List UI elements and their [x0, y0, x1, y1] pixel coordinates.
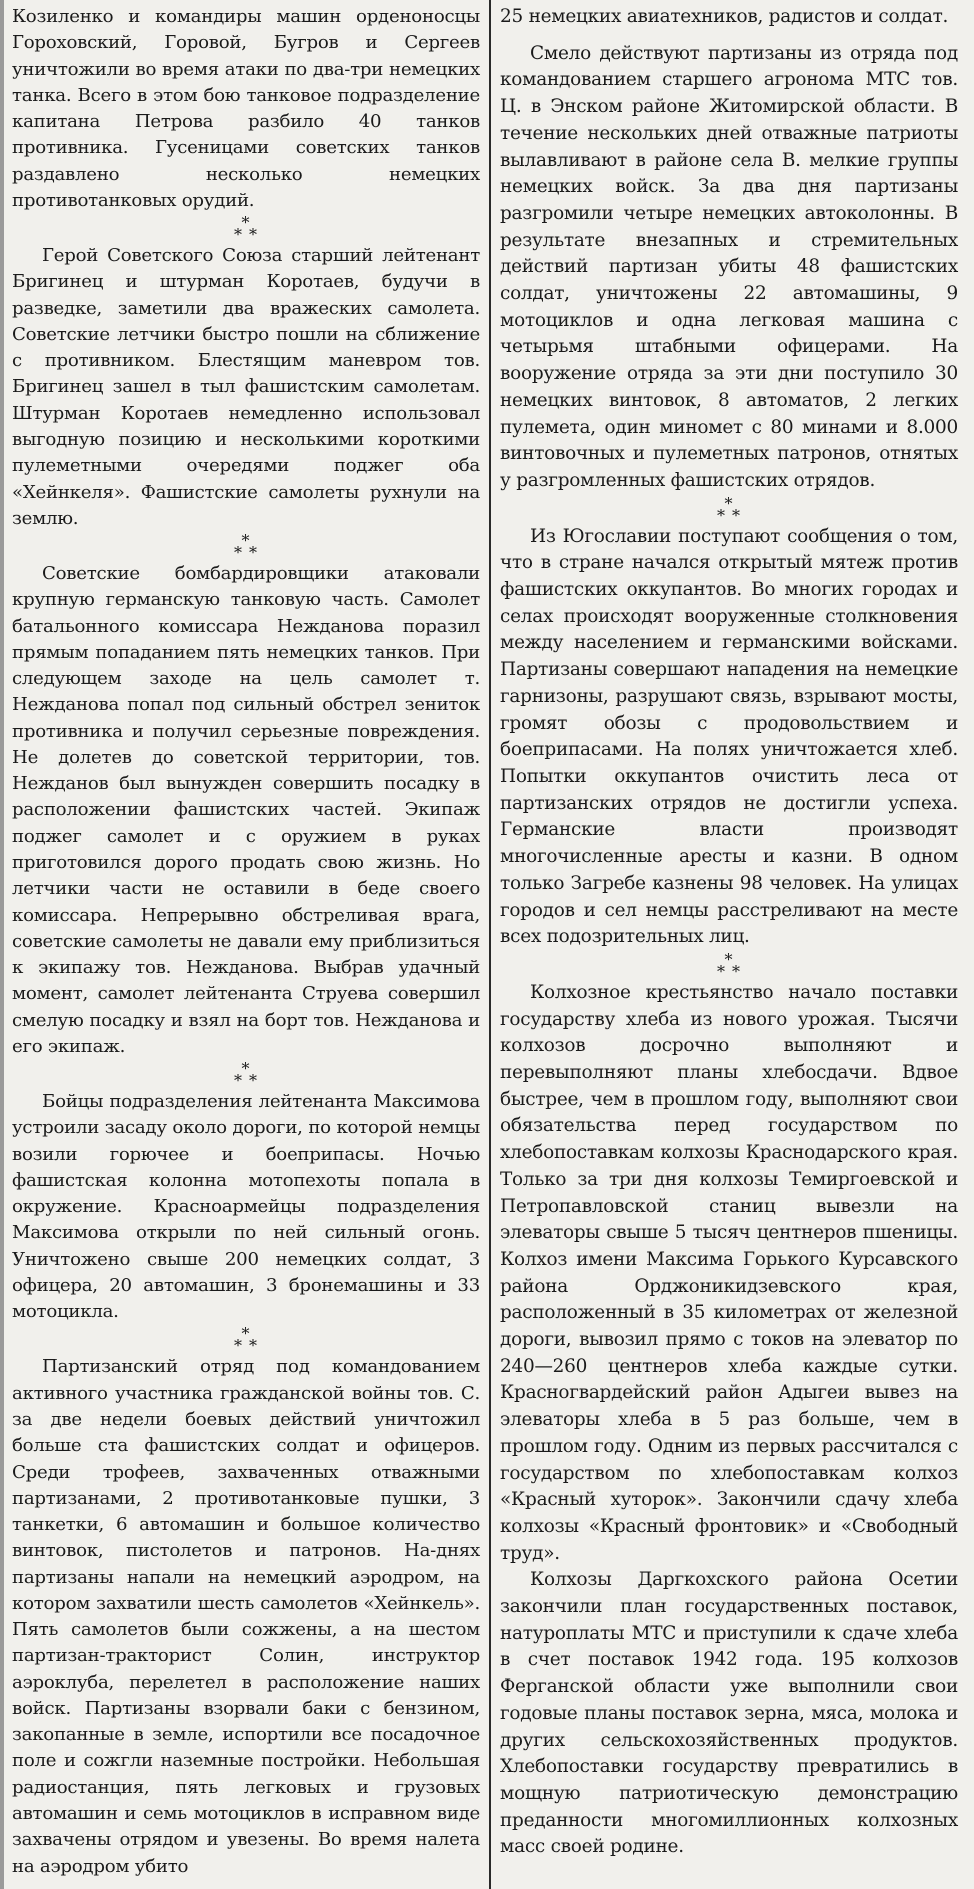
- separator-star: *: [249, 1071, 259, 1091]
- separator-star: *: [241, 531, 251, 551]
- article-paragraph: Бойцы подразделения лейтенанта Максимова устроили засаду около дороги, по которой немцы возили горючее и боеприпасы. Ночью фашистская колонна мотопехоты попала в окружение. Красноармейцы подразделения Максимова открыли по ней сильный огонь. Уничтожено свыше 200 немецких солдат, 3 офицера, 20 автомашин, 3 бронемашины и 33 мотоцикла.: [12, 1091, 480, 1323]
- column-rule: [489, 0, 491, 1889]
- separator-star: *: [241, 213, 251, 233]
- article-paragraph: Колхозы Даргкохского района Осетии закончили план государственных поставок, натуроплаты МТС и приступили к сдаче хлеба в счет поставок 1942 года. 195 колхозов Ферганской области уже выполнили свои годовые планы поставок зерна, мяса, молока и других сельскохозяйственных продуктов. Хлебопоставки государству превратились в мощную патриотическую демонстрацию преданности многомиллионных колхозных масс своей родине.: [500, 1569, 958, 1858]
- section-separator: [12, 214, 480, 243]
- section-separator: [12, 1325, 480, 1354]
- separator-star: *: [724, 949, 734, 969]
- separator-star: *: [732, 505, 742, 525]
- separator-star: *: [249, 543, 259, 563]
- separator-star: *: [233, 1336, 243, 1356]
- separator-star: *: [241, 1324, 251, 1344]
- article-paragraph: Партизанский отряд под командованием активного участника гражданской войны тов. С. за две недели боевых действий уничтожил больше ста фашистских солдат и офицеров. Среди трофеев, захваченных отважными партизанами, 2 противотанковые пушки, 3 танкетки, 6 автомашин и большое количество винтовок, пистолетов и патронов. На-днях партизаны напали на немецкий аэродром, на котором захватили шесть самолетов «Хейнкель». Пять самолетов были сожжены, а на шестом партизан-тракторист Солин, инструктор аэроклуба, перелетел в расположение наших войск. Партизаны взорвали баки с бензином, закопанные в земле, испортили все посадочное поле и сожгли наземные постройки. Небольшая радиостанция, пять легковых и грузовых автомашин и семь мотоциклов в исправном виде захвачены отрядом и увезены. Во время налета на аэродром убито: [12, 1356, 480, 1877]
- separator-star: *: [732, 961, 742, 981]
- section-separator: [500, 495, 958, 524]
- separator-star: *: [249, 1336, 259, 1356]
- article-paragraph: Герой Советского Союза старший лейтенант Бригинец и штурман Коротаев, будучи в разведке, заметили два вражеских самолета. Советские летчики быстро пошли на сближение с противником. Блестящим маневром тов. Бригинец зашел в тыл фашистским самолетам. Штурман Коротаев немедленно использовал выгодную позицию и несколькими короткими пулеметными очередями поджег оба «Хейнкеля». Фашистские самолеты рухнули на землю.: [12, 245, 480, 529]
- section-separator: [12, 1060, 480, 1089]
- separator-star: *: [233, 225, 243, 245]
- separator-star: *: [233, 1071, 243, 1091]
- separator-star: *: [716, 505, 726, 525]
- right-column: [500, 4, 958, 1861]
- article-paragraph: Советские бомбардировщики атаковали крупную германскую танковую часть. Самолет батальонного комиссара Нежданова поразил прямым попаданием пять немецких танков. При следующем заходе на цель самолет т. Нежданова попал под сильный обстрел зениток противника и получил серьезные повреждения. Не долетев до советской территории, тов. Нежданов был вынужден совершить посадку в расположении фашистских частей. Экипаж поджег самолет и с оружием в руках приготовился дорого продать свою жизнь. Но летчики части не оставили в беде своего комиссара. Непрерывно обстреливая врага, советские самолеты не давали ему приблизиться к экипажу тов. Нежданова. Выбрав удачный момент, самолет лейтенанта Струева совершил смелую посадку и взял на борт тов. Нежданова и его экипаж.: [12, 563, 480, 1057]
- article-paragraph: 25 немецких авиатехников, радистов и солдат.: [500, 6, 949, 27]
- separator-star: *: [724, 493, 734, 513]
- section-separator: [12, 532, 480, 561]
- page-edge-shadow: [0, 0, 4, 1889]
- separator-star: *: [241, 1059, 251, 1079]
- article-paragraph: Колхозное крестьянство начало поставки государству хлеба из нового урожая. Тысячи колхозов досрочно выполняют и перевыполняют планы хлебосдачи. Вдвое быстрее, чем в прошлом году, выполняют свои обязательства перед государством по хлебопоставкам колхозы Краснодарского края. Только за три дня колхозы Темиргоевской и Петропавловской станиц вывезли на элеваторы свыше 5 тысяч центнеров пшеницы. Колхоз имени Максима Горького Курсавского района Орджоникидзевского края, расположенный в 35 километрах от железной дороги, вывозил прямо с токов на элеватор по 240—260 центнеров хлеба каждые сутки. Красногвардейский район Адыгеи вывез на элеваторы хлеба в 5 раз больше, чем в прошлом году. Одним из первых рассчитался с государством по хлебопоставкам колхоз «Красный хуторок». Закончили сдачу хлеба колхозы «Красный фронтовик» и «Свободный труд».: [500, 981, 958, 1564]
- article-paragraph: Из Югославии поступают сообщения о том, что в стране начался открытый мятеж против фашистских оккупантов. Во многих городах и селах происходят вооруженные столкновения между населением и германскими войсками. Партизаны совершают нападения на немецкие гарнизоны, разрушают связь, взрывают мосты, громят обозы с продовольствием и боеприпасами. На полях уничтожается хлеб. Попытки оккупантов очистить леса от партизанских отрядов не достигли успеха. Германские власти производят многочисленные аресты и казни. В одном только Загребе казнены 98 человек. На улицах городов и сел немцы расстреливают на месте всех подозрительных лиц.: [500, 525, 958, 948]
- left-column: [12, 4, 480, 1880]
- separator-star: *: [233, 543, 243, 563]
- article-paragraph: Козиленко и командиры машин орденоносцы Гороховский, Горовой, Бугров и Сергеев уничтожили во время атаки по два-три немецких танка. Всего в этом бою танковое подразделение капитана Петрова разбило 40 танков противника. Гусеницами советских танков раздавлено несколько немецких противотанковых орудий.: [12, 6, 480, 211]
- separator-star: *: [249, 225, 259, 245]
- separator-star: *: [716, 961, 726, 981]
- section-separator: [500, 951, 958, 980]
- article-paragraph: Смело действуют партизаны из отряда под командованием старшего агронома МТС тов. Ц. в Энском районе Житомирской области. В течение нескольких дней отважные патриоты вылавливают в районе села В. мелкие группы немецких войск. За два дня партизаны разгромили четыре немецких автоколонны. В результате внезапных и стремительных действий партизан убиты 48 фашистских солдат, уничтожены 22 автомашины, 9 мотоциклов и одна легковая машина с четырьмя штабными офицерами. На вооружение отряда за эти дни поступило 30 немецких винтовок, 8 автоматов, 2 легких пулемета, один миномет с 80 минами и 8.000 винтовочных и пулеметных патронов, отнятых у разгромленных фашистских отрядов.: [500, 42, 958, 491]
